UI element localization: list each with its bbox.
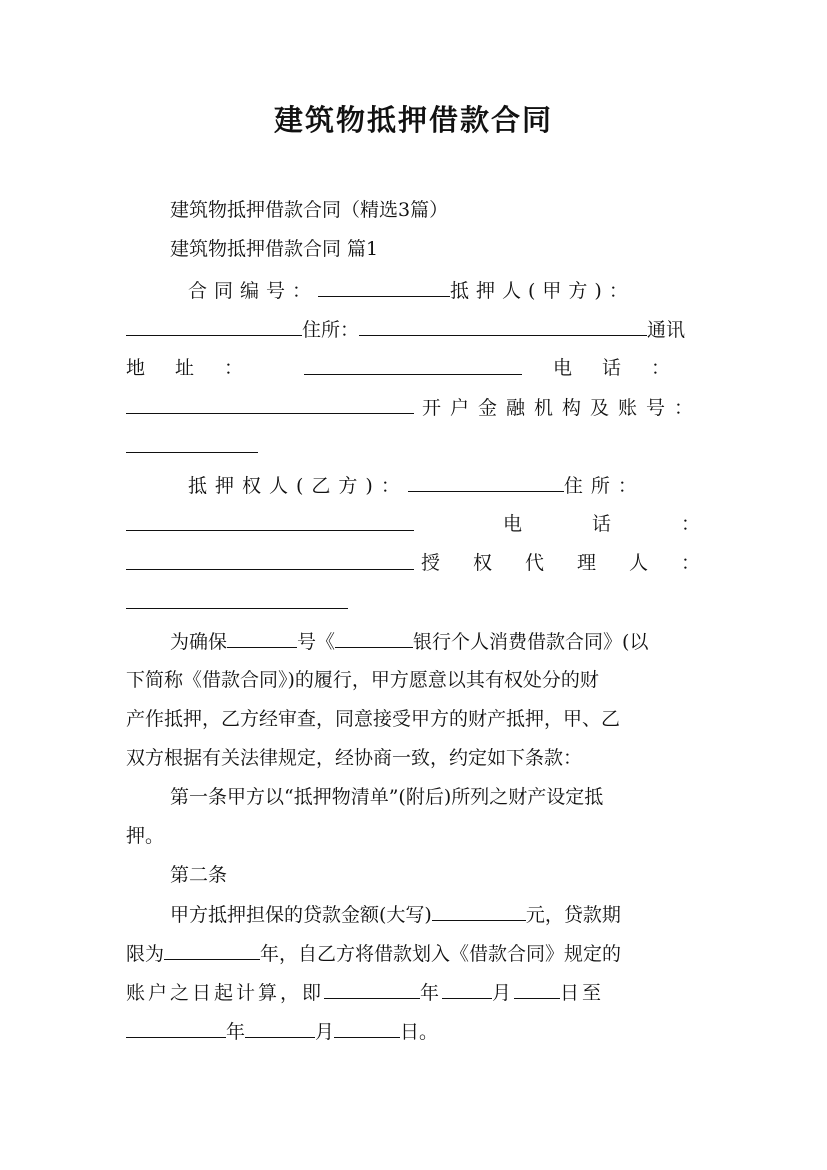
mortgagee-row	[188, 473, 700, 498]
phone-blank-2	[126, 551, 414, 570]
start-day-blank	[514, 980, 560, 999]
contract-number-blank	[318, 278, 450, 297]
loan-amount-blank	[432, 902, 526, 921]
start-month-blank	[442, 980, 492, 999]
comm-label: 通讯	[647, 319, 686, 341]
article2-line3: 账户之日起计算，即 年 月 日至	[126, 982, 605, 1004]
phone-row-2	[126, 512, 770, 536]
article1-line2: 押。	[126, 825, 165, 847]
end-day-blank	[334, 1019, 400, 1038]
contract-number-row	[188, 278, 700, 303]
address-blank	[359, 317, 647, 336]
end-year-blank	[126, 1019, 226, 1038]
address-label: 住所：	[302, 319, 360, 341]
mortgagee-label: 抵押权人(乙方)：	[188, 475, 408, 497]
loan-term-blank	[164, 941, 260, 960]
agent-label: 授权代理人：	[420, 552, 733, 574]
article2-line2: 限为 年，自乙方将借款划入《借款合同》规定的	[126, 943, 622, 965]
phone-label: 电话：	[552, 357, 700, 379]
agent-row	[126, 551, 733, 575]
document-title: 建筑物抵押借款合同	[273, 103, 553, 137]
address-row	[126, 317, 700, 342]
para1-line1: 为确保 号《 银行个人消费借款合同》(以	[170, 631, 649, 653]
start-year-blank	[324, 980, 420, 999]
article1-line1: 第一条甲方以“抵押物清单”(附后)所列之财产设定抵	[170, 786, 604, 808]
address-blank-2	[126, 512, 414, 531]
part-heading: 建筑物抵押借款合同 篇1	[170, 238, 379, 260]
comm-address-blank	[304, 356, 522, 375]
bank-account-blank	[126, 434, 258, 453]
article2-title: 第二条	[170, 864, 228, 886]
bank-blank-row	[126, 434, 700, 459]
bank-label: 开户金融机构及账号：	[422, 397, 703, 419]
para1-line3: 产作抵押，乙方经审查，同意接受甲方的财产抵押，甲、乙	[126, 708, 621, 730]
phone-label-2: 电话：	[502, 513, 770, 535]
article2-line4: 年 月 日。	[126, 1019, 700, 1044]
comm-address-row	[126, 356, 700, 380]
phone-blank	[126, 395, 414, 414]
para1-line2: 下简称《借款合同》)的履行，甲方愿意以其有权处分的财	[126, 669, 599, 691]
end-month-blank	[245, 1019, 315, 1038]
contract-number-label: 合同编号：	[188, 280, 319, 302]
subtitle: 建筑物抵押借款合同（精选3篇）	[170, 199, 449, 221]
article2-line1: 甲方抵押担保的贷款金额(大写) 元，贷款期	[170, 904, 621, 926]
bank-name-blank	[335, 629, 413, 648]
comm-address-label: 地址：	[126, 357, 274, 379]
loan-number-blank	[227, 629, 297, 648]
bank-row	[126, 395, 703, 420]
mortgagee-blank	[408, 473, 564, 492]
agent-blank-row	[126, 590, 700, 615]
para1-line4: 双方根据有关法律规定，经协商一致，约定如下条款：	[126, 747, 583, 769]
agent-blank	[126, 590, 348, 609]
mortgagor-name-blank	[126, 317, 302, 336]
address-label-2: 住所：	[563, 475, 645, 497]
mortgagor-label: 抵押人(甲方)：	[450, 280, 635, 302]
